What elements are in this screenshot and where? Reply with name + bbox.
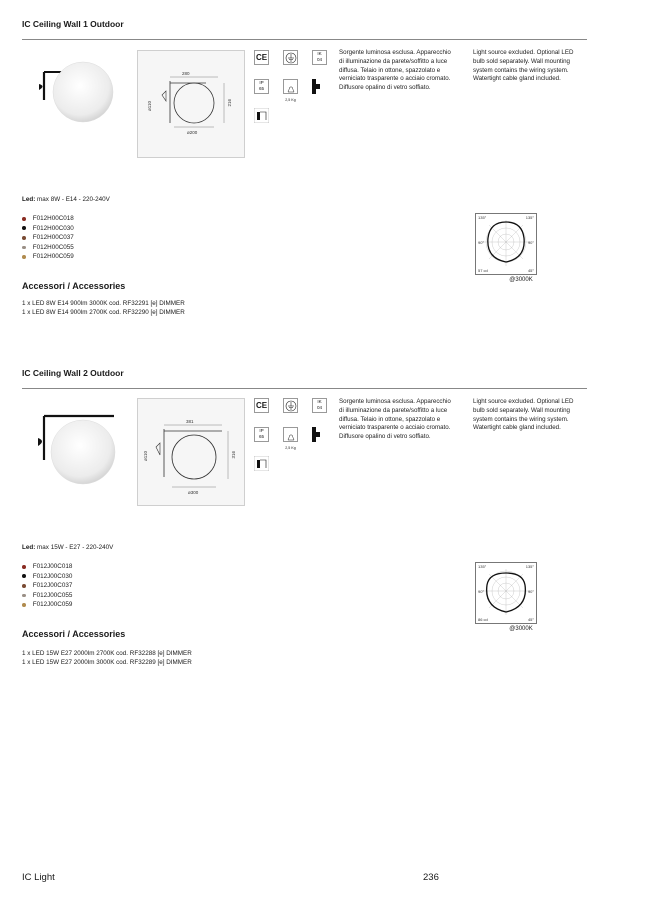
polar-caption: @3000K xyxy=(509,277,533,283)
technical-drawing xyxy=(137,50,245,158)
polar-diagram xyxy=(475,213,537,275)
dim-width: 381 xyxy=(186,419,194,424)
ground-class-icon xyxy=(283,50,298,65)
variant-list xyxy=(22,562,72,610)
finish-swatch xyxy=(22,226,26,230)
description-it: Sorgente luminosa esclusa. Apparecchio di illuminazione da parete/soffitto a luce diffusa. Telaio in ottone, spazzolato e verniciato trasparente o acciaio cromato. Diffusore opalino di vetro soffiato. xyxy=(339,49,451,92)
product-title: IC Ceiling Wall 1 Outdoor xyxy=(22,19,124,29)
section-divider xyxy=(22,39,587,40)
product-title: IC Ceiling Wall 2 Outdoor xyxy=(22,368,124,378)
finish-swatch xyxy=(22,574,26,578)
finish-swatch xyxy=(22,584,26,588)
finish-swatch xyxy=(22,565,26,569)
finish-swatch xyxy=(22,603,26,607)
dim-height: 316 xyxy=(231,451,236,459)
led-spec: Led: max 15W - E27 - 220-240V xyxy=(22,544,114,551)
section-divider xyxy=(22,388,587,389)
list-item: F012H00C018 xyxy=(22,214,74,224)
list-item: F012J00C059 xyxy=(22,600,72,610)
polar-label: 90° xyxy=(527,589,534,594)
finish-swatch xyxy=(22,236,26,240)
polar-label: 135° xyxy=(478,215,487,220)
dim-diameter: ø300 xyxy=(188,490,199,495)
lamp-photo xyxy=(36,60,120,124)
ip-rating: IP 65 xyxy=(254,79,269,94)
installation-icon xyxy=(254,456,269,471)
ce-mark-icon: CE xyxy=(254,50,269,65)
polar-label: 135° xyxy=(525,564,534,569)
list-item: F012H00C055 xyxy=(22,243,74,253)
dim-height: 216 xyxy=(227,99,232,107)
list-item: F012J00C030 xyxy=(22,572,72,582)
description-en: Light source excluded. Optional LED bulb sold separately. Wall mounting system contains the wiring system. Watertight cable gland included. xyxy=(473,49,574,83)
finish-swatch xyxy=(22,246,26,250)
polar-caption: @3000K xyxy=(509,626,533,632)
wall-mount-icon xyxy=(312,427,327,442)
list-item: 1 x LED 15W E27 2000lm 3000K cod. RF32289 [e] DIMMER xyxy=(22,658,192,666)
polar-label: 45° xyxy=(527,268,534,273)
weight-icon: 2,5 Kg xyxy=(283,79,298,94)
ce-mark-icon: CE xyxy=(254,398,269,413)
technical-drawing xyxy=(137,398,245,506)
accessories-title: Accessori / Accessories xyxy=(22,281,126,291)
polar-label: 90° xyxy=(478,240,485,245)
ip-rating: IP 65 xyxy=(254,427,269,442)
finish-swatch xyxy=(22,255,26,259)
ground-class-icon xyxy=(283,398,298,413)
finish-swatch xyxy=(22,217,26,221)
polar-label: 86 cd xyxy=(478,617,488,622)
dim-depth: ø110 xyxy=(143,451,148,461)
ik-rating: IK 04 xyxy=(312,398,327,413)
list-item: F012H00C059 xyxy=(22,252,74,262)
polar-diagram xyxy=(475,562,537,624)
list-item: 1 x LED 8W E14 900lm 3000K cod. RF32291 [e] DIMMER xyxy=(22,300,185,307)
list-item: 1 x LED 8W E14 900lm 2700K cod. RF32290 [e] DIMMER xyxy=(22,308,185,316)
polar-label: 135° xyxy=(525,215,534,220)
page-number: 236 xyxy=(423,872,439,883)
finish-swatch xyxy=(22,594,26,598)
list-item: F012H00C037 xyxy=(22,233,74,243)
polar-label: 90° xyxy=(527,240,534,245)
dim-width: 280 xyxy=(182,71,190,76)
variant-list xyxy=(22,214,74,262)
accessories-list xyxy=(22,300,185,317)
weight-icon: 2,5 Kg xyxy=(283,427,298,442)
dim-diameter: ø200 xyxy=(187,130,198,135)
list-item: F012H00C030 xyxy=(22,224,74,234)
ik-rating: IK 04 xyxy=(312,50,327,65)
polar-label: 90° xyxy=(478,589,485,594)
polar-label: 57 cd xyxy=(478,268,488,273)
wall-mount-icon xyxy=(312,79,327,94)
description-en: Light source excluded. Optional LED bulb sold separately. Wall mounting system contains the wiring system. Watertight cable gland included. xyxy=(473,398,574,432)
list-item: F012J00C055 xyxy=(22,591,72,601)
footer-brand: IC Light xyxy=(22,872,55,883)
accessories-list xyxy=(22,650,192,667)
list-item: 1 x LED 15W E27 2000lm 2700K cod. RF32288 [e] DIMMER xyxy=(22,650,192,657)
dim-depth: ø110 xyxy=(147,101,152,111)
list-item: F012J00C018 xyxy=(22,562,72,572)
accessories-title: Accessori / Accessories xyxy=(22,629,126,639)
list-item: F012J00C037 xyxy=(22,581,72,591)
polar-label: 135° xyxy=(478,564,487,569)
polar-label: 45° xyxy=(527,617,534,622)
lamp-photo xyxy=(36,408,116,486)
description-it: Sorgente luminosa esclusa. Apparecchio di illuminazione da parete/soffitto a luce diffusa. Telaio in ottone, spazzolato e verniciato trasparente o acciaio cromato. Diffusore opalino di vetro soffiato. xyxy=(339,398,451,441)
installation-icon xyxy=(254,108,269,123)
led-spec: Led: max 8W - E14 - 220-240V xyxy=(22,196,110,203)
